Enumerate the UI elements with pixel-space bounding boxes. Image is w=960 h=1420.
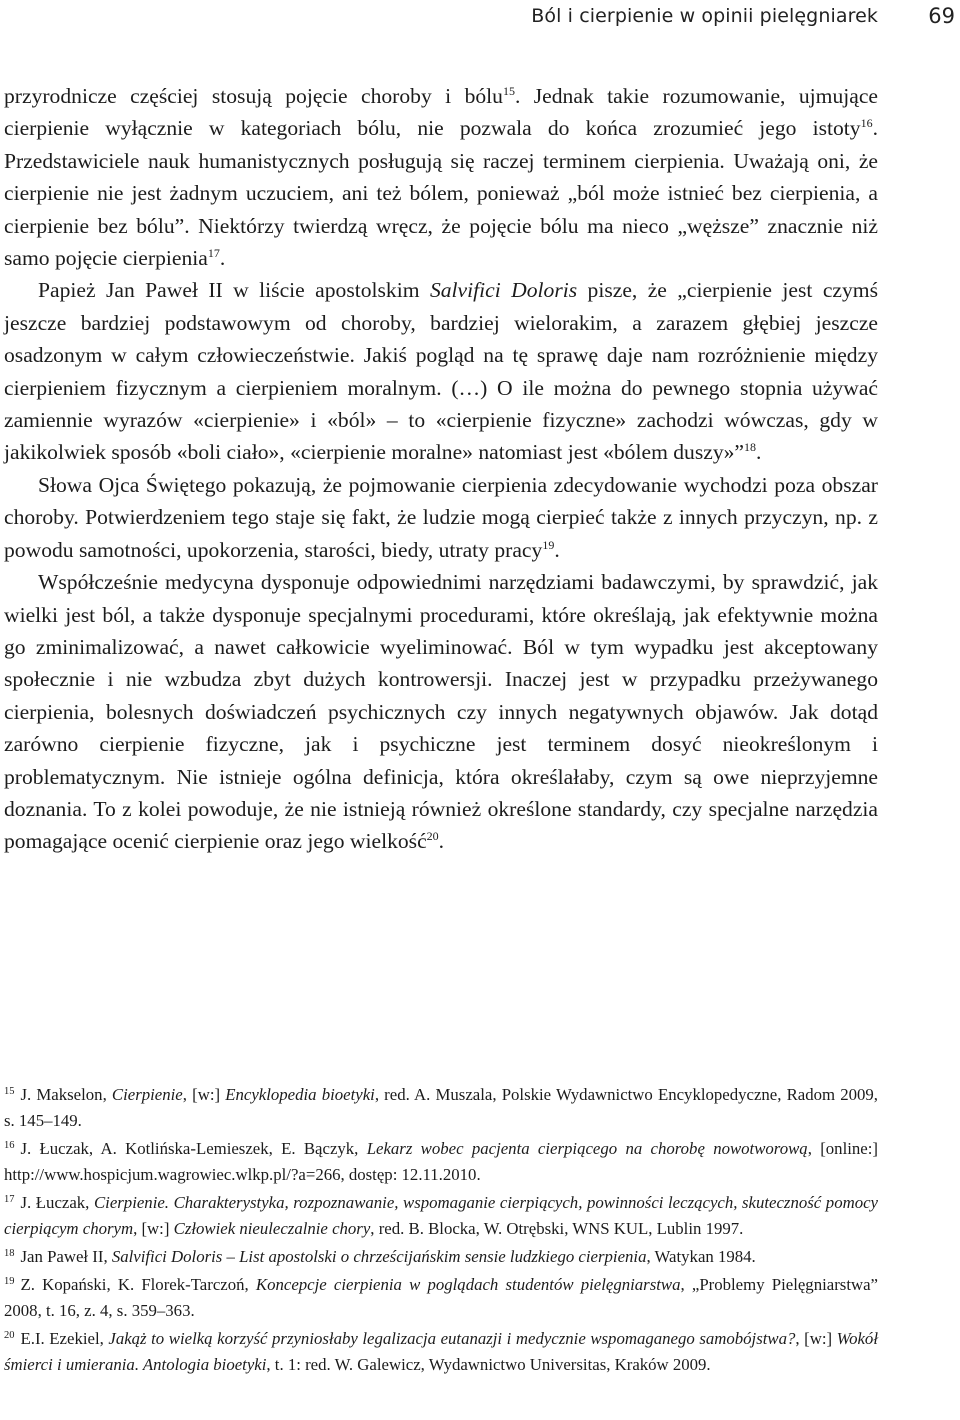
- text-run: .: [438, 829, 445, 854]
- text-run: J. Łuczak, A. Kotlińska-Lemieszek, E. Bączyk,: [20, 1139, 367, 1158]
- text-run: , [w:]: [182, 1085, 226, 1104]
- italic-title: Koncepcje cierpienia w poglądach studentów pielęgniarstwa: [255, 1275, 681, 1294]
- footnote-number: 19: [4, 1276, 15, 1287]
- italic-title: Cierpienie. Charakterystyka, rozpoznawanie, wspomaganie cierpiących, powinności leczących, skuteczność pomocy cierpiącym chorym: [4, 1193, 878, 1238]
- footnote-17: [4, 1190, 878, 1242]
- text-run: . Przedstawiciele nauk humanistycznych posługują się raczej terminem cierpienia. Uważają oni, że cierpienie nie jest żadnym uczuciem, ani też bólem, ponieważ „ból może istnieć bez cierpienia, a cierpienie bez bólu”. Niektórzy twierdzą wręcz, że pojęcie bólu ma nieco „węższe” znacznie niż samo pojęcie cierpienia: [4, 116, 878, 271]
- footnote-ref-18: 18: [744, 440, 757, 455]
- paragraph-1: [4, 80, 878, 274]
- paragraph-3: [4, 469, 878, 566]
- footnote-15: [4, 1082, 878, 1134]
- text-run: , Watykan 1984.: [646, 1247, 756, 1266]
- footnote-16: [4, 1136, 878, 1188]
- text-run: Z. Kopański, K. Florek-Tarczoń,: [20, 1275, 256, 1294]
- text-run: J. Makselon,: [20, 1085, 112, 1104]
- text-run: przyrodnicze częściej stosują pojęcie choroby i bólu: [4, 84, 503, 108]
- italic-title: Jakąż to wielką korzyść przyniosłaby legalizacja eutanazji i medycznie wspomaganego samobójstwa?: [108, 1329, 796, 1348]
- text-run: Jan Paweł II,: [20, 1247, 112, 1266]
- footnotes: [4, 1082, 878, 1380]
- footnote-number: 16: [4, 1140, 15, 1151]
- footnote-number: 15: [4, 1086, 15, 1097]
- text-run: . Jednak takie rozumowanie, ujmujące cierpienie wyłącznie w kategoriach bólu, nie pozwala do końca zrozumieć jego istoty: [4, 84, 878, 141]
- footnote-20: [4, 1326, 878, 1378]
- text-run: , red. A. Muszala, Polskie Wydawnictwo Encyklopedyczne, Radom 2009, s. 145–149.: [4, 1085, 878, 1130]
- footnote-number: 18: [4, 1248, 15, 1259]
- text-run: Słowa Ojca Świętego pokazują, że pojmowanie cierpienia zdecydowanie wychodzi poza obszar choroby. Potwierdzeniem tego staje się fakt, że ludzie mogą cierpieć także z innych przyczyn, np. z powodu samotności, upokorzenia, starości, biedy, utraty pracy: [4, 472, 878, 562]
- footnote-18: [4, 1244, 878, 1270]
- footnote-ref-19: 19: [542, 537, 555, 552]
- text-run: pisze, że „cierpienie jest czymś jeszcze bardziej podstawowym od choroby, bardziej wielorakim, a zarazem głębiej jeszcze osadzonym w całym człowieczeństwie. Jakiś pogląd na tę sprawę daje nam rozróżnienie między cierpieniem fizycznym a cierpieniem moralnym. (…) O ile można do pewnego stopnia używać zamiennie wyrazów «cierpienie» i «ból» – to «cierpienie fizyczne» zachodzi wówczas, gdy w jakikolwiek sposób «boli ciało», «cierpienie moralne» natomiast jest «bólem duszy»”: [4, 278, 878, 465]
- text-run: , [w:]: [133, 1219, 174, 1238]
- footnote-19: [4, 1272, 878, 1324]
- text-run: .: [554, 537, 560, 562]
- text-run: Współcześnie medycyna dysponuje odpowiednimi narzędziami badawczymi, by sprawdzić, jak wielki jest ból, a także dysponuje specjalnymi procedurami, które określają, jak efektywnie można go zminimalizować, a nawet całkowicie wyeliminować. Ból w tym wypadku jest akceptowany społecznie i nie wzbudza zbyt dużych kontrowersji. Inaczej jest w przypadku przeżywanego cierpienia, bolesnych doświadczeń psychicznych czy innych negatywnych objawów. Jak dotąd zarówno cierpienie fizyczne, jak i psychiczne jest terminem dosyć nieokreślonym i problematycznym. Nie istnieje ogólna definicja, która określałaby, czym są owe nieprzyjemne doznania. To z kolei powoduje, że nie istnieją również określone standardy, czy specjalne narzędzia pomagające ocenić cierpienie oraz jego wielkość: [4, 570, 878, 854]
- italic-title: Lekarz wobec pacjenta cierpiącego na chorobę nowotworową: [366, 1139, 808, 1158]
- footnote-number: 17: [4, 1194, 15, 1205]
- footnote-ref-17: 17: [207, 246, 220, 261]
- italic-title: Człowiek nieuleczalnie chory: [173, 1219, 371, 1238]
- italic-title: Cierpienie: [111, 1085, 183, 1104]
- text-run: , t. 1: red. W. Galewicz, Wydawnictwo Universitas, Kraków 2009.: [266, 1355, 711, 1374]
- text-run: , „Problemy Pielęgniarstwa” 2008, t. 16, z. 4, s. 359–363.: [4, 1275, 879, 1320]
- running-header: [0, 0, 960, 34]
- footnote-ref-20: 20: [426, 829, 439, 844]
- paragraph-4: [4, 566, 878, 858]
- text-run: Papież Jan Paweł II w liście apostolskim: [38, 278, 430, 303]
- text-run: .: [756, 440, 762, 465]
- footnote-number: 20: [4, 1330, 15, 1341]
- main-text: [4, 80, 878, 858]
- footnote-ref-16: 16: [860, 116, 873, 131]
- running-title: Ból i cierpienie w opinii pielęgniarek: [531, 5, 878, 27]
- italic-title: Salvifici Doloris – List apostolski o chrześcijańskim sensie ludzkiego cierpienia: [111, 1247, 647, 1266]
- text-run: , [online:] http://www.hospicjum.wagrowiec.wlkp.pl/?a=266, dostęp: 12.11.2010.: [4, 1139, 878, 1184]
- italic-title: Salvifici Doloris: [429, 278, 578, 303]
- text-run: , [w:]: [795, 1329, 837, 1348]
- italic-title: Wokół śmierci i umierania. Antologia bioetyki: [4, 1329, 878, 1374]
- text-run: E.I. Ezekiel,: [20, 1329, 109, 1348]
- text-run: , red. B. Blocka, W. Otrębski, WNS KUL, Lublin 1997.: [370, 1219, 744, 1238]
- page-number: 69: [928, 4, 955, 28]
- footnote-ref-15: 15: [502, 84, 515, 98]
- italic-title: Encyklopedia bioetyki: [225, 1085, 375, 1104]
- text-run: .: [219, 246, 226, 271]
- text-run: J. Łuczak,: [20, 1193, 94, 1212]
- paragraph-2: [4, 274, 878, 468]
